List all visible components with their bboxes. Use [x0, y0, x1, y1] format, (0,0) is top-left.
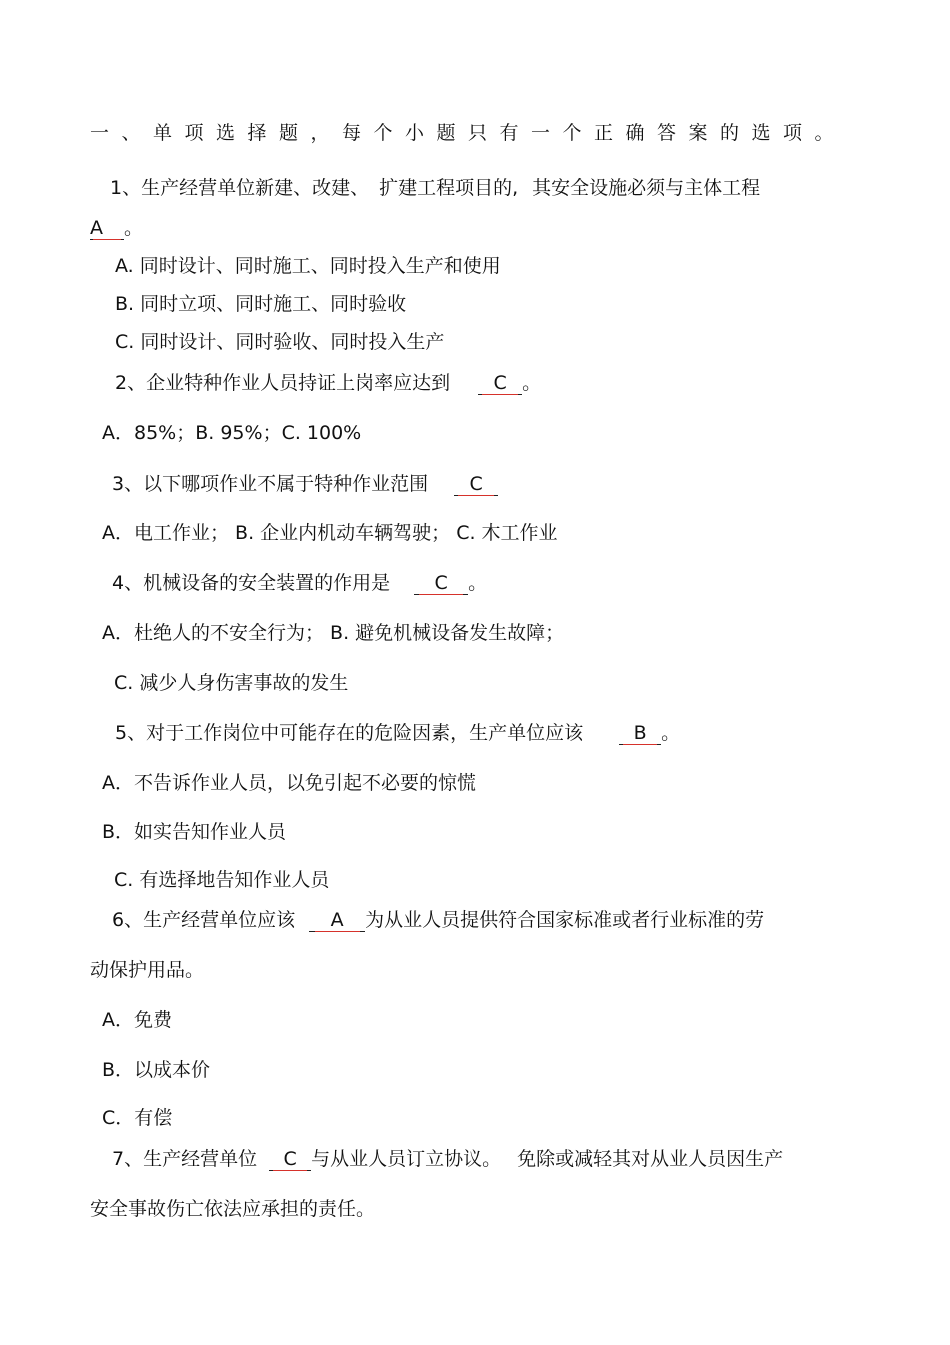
- question-4-answer-blank: C: [414, 572, 468, 595]
- question-3-text: [112, 471, 498, 497]
- question-7-continuation: 安全事故伤亡依法应承担的责任。: [90, 1198, 376, 1220]
- question-1-part-b: 扩建工程项目的,: [379, 177, 519, 199]
- question-6-option-a: A．免费: [102, 1009, 172, 1031]
- question-1-end: 。: [124, 217, 144, 239]
- question-6-option-b: B．以成本价: [102, 1059, 211, 1081]
- question-6-option-c: C．有偿: [102, 1107, 173, 1129]
- question-6-stem-a: 6、生产经营单位应该: [112, 909, 296, 931]
- question-2-stem: 2、企业特种作业人员持证上岗率应达到: [115, 372, 451, 394]
- question-1-option-b: B. 同时立项、同时施工、同时验收: [115, 293, 407, 315]
- question-1-answer-blank: A: [90, 217, 124, 240]
- question-6-stem-b: 为从业人员提供符合国家标准或者行业标准的劳: [365, 909, 765, 931]
- question-3-answer-blank: C: [454, 473, 498, 496]
- question-1-answer-line: [90, 215, 143, 241]
- question-7-stem-a: 7、生产经营单位: [112, 1148, 258, 1170]
- question-6-text: [112, 907, 764, 933]
- question-4-option-a-b: A．杜绝人的不安全行为； B. 避免机械设备发生故障；: [102, 622, 565, 644]
- question-5-option-a: A．不告诉作业人员，以免引起不必要的惊慌: [102, 772, 476, 794]
- question-7-text: [112, 1146, 783, 1172]
- question-4-stem: 4、机械设备的安全装置的作用是: [112, 572, 391, 594]
- question-5-stem: 5、对于工作岗位中可能存在的危险因素，生产单位应该: [115, 722, 584, 744]
- question-2-options: A．85%；B. 95%；C. 100%: [102, 422, 362, 444]
- question-1-part-a: 1、生产经营单位新建、改建、: [110, 177, 370, 199]
- question-7-answer-blank: C: [269, 1148, 311, 1171]
- section-title: 一、单项选择题，每个小题只有一个正确答案的选项。: [90, 122, 847, 144]
- question-5-option-b: B．如实告知作业人员: [102, 821, 287, 843]
- question-1-text: [110, 175, 760, 201]
- question-2-answer-blank: C: [478, 372, 522, 395]
- question-6-answer-blank: A: [309, 909, 365, 932]
- question-5-text: [115, 720, 680, 746]
- question-2-text: [115, 370, 541, 396]
- question-5-answer-blank: B: [619, 722, 661, 745]
- question-4-option-c: C. 减少人身伤害事故的发生: [114, 672, 349, 694]
- question-3-options: A．电工作业； B. 企业内机动车辆驾驶； C. 木工作业: [102, 522, 558, 544]
- question-4-end: 。: [468, 572, 488, 594]
- question-5-option-c: C. 有选择地告知作业人员: [114, 869, 330, 891]
- question-3-stem: 3、以下哪项作业不属于特种作业范围: [112, 473, 429, 495]
- question-2-end: 。: [522, 372, 542, 394]
- question-1-part-c: 其安全设施必须与主体工程: [532, 177, 761, 199]
- question-4-text: [112, 570, 487, 596]
- question-1-option-a: A. 同时设计、同时施工、同时投入生产和使用: [115, 255, 501, 277]
- question-1-option-c: C. 同时设计、同时验收、同时投入生产: [115, 331, 445, 353]
- question-6-continuation: 动保护用品。: [90, 959, 205, 981]
- question-7-stem-b: 与从业人员订立协议。: [311, 1148, 502, 1170]
- question-5-end: 。: [661, 722, 681, 744]
- question-7-stem-c: 免除或减轻其对从业人员因生产: [517, 1148, 784, 1170]
